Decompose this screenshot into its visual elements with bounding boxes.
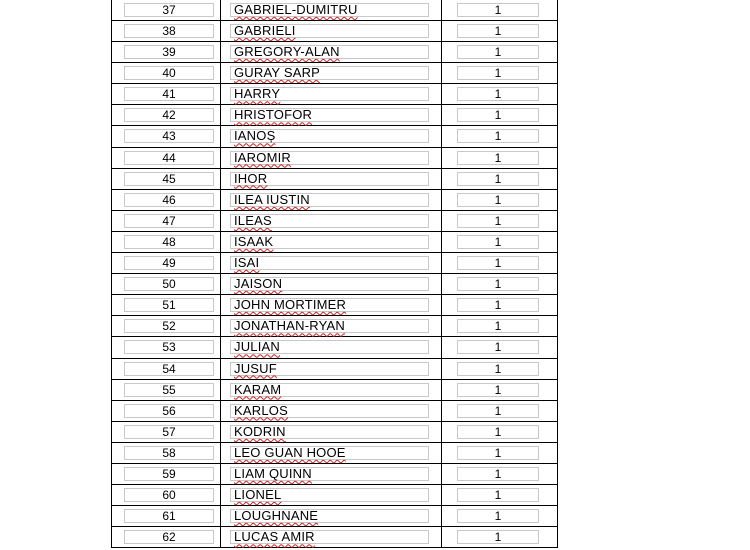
name-text: JAISON	[234, 276, 283, 292]
row-number-field[interactable]: 50	[124, 277, 214, 291]
name-text: GREGORY-ALAN	[234, 44, 340, 60]
column-divider	[220, 211, 221, 231]
table-row	[112, 380, 557, 401]
column-divider	[220, 169, 221, 189]
name-field[interactable]	[230, 488, 429, 502]
name-text: LEO GUAN HOOE	[234, 444, 346, 460]
name-field[interactable]	[230, 277, 429, 291]
names-table	[111, 0, 558, 548]
name-field[interactable]	[230, 362, 429, 376]
column-divider	[220, 232, 221, 252]
table-row	[112, 211, 557, 232]
name-text: IANOȘ	[234, 128, 276, 144]
table-row	[112, 190, 557, 211]
count-field[interactable]: 1	[457, 235, 539, 249]
column-divider	[220, 337, 221, 357]
count-field[interactable]: 1	[457, 129, 539, 143]
column-divider	[220, 274, 221, 294]
table-row	[112, 148, 557, 169]
table-row	[112, 105, 557, 126]
count-field[interactable]: 1	[457, 362, 539, 376]
row-number-field[interactable]: 59	[124, 467, 214, 481]
column-divider	[441, 232, 442, 252]
count-field[interactable]: 1	[457, 488, 539, 502]
name-field[interactable]	[230, 319, 429, 333]
column-divider	[441, 63, 442, 83]
table-row	[112, 316, 557, 337]
row-number-field[interactable]: 49	[124, 256, 214, 270]
name-text: LIAM QUINN	[234, 465, 312, 481]
name-text: ISAAK	[234, 233, 274, 249]
count-field[interactable]: 1	[457, 425, 539, 439]
name-field[interactable]	[230, 446, 429, 460]
column-divider	[220, 485, 221, 505]
name-text: KARLOS	[234, 402, 288, 418]
column-divider	[441, 359, 442, 379]
column-divider	[220, 443, 221, 463]
table-row	[112, 401, 557, 422]
row-number-field[interactable]: 42	[124, 108, 214, 122]
table-row	[112, 169, 557, 190]
count-field[interactable]: 1	[457, 193, 539, 207]
row-number-field[interactable]: 56	[124, 404, 214, 418]
column-divider	[220, 105, 221, 125]
count-field[interactable]: 1	[457, 277, 539, 291]
name-field[interactable]	[230, 214, 429, 228]
name-text: HRISTOFOR	[234, 107, 313, 123]
column-divider	[441, 148, 442, 168]
column-divider	[441, 316, 442, 336]
row-number-field[interactable]: 40	[124, 66, 214, 80]
count-field[interactable]: 1	[457, 298, 539, 312]
table-row	[112, 126, 557, 147]
row-number-field[interactable]: 46	[124, 193, 214, 207]
row-number-field[interactable]: 37	[124, 3, 214, 17]
table-row	[112, 42, 557, 63]
column-divider	[441, 337, 442, 357]
column-divider	[441, 274, 442, 294]
name-text: GABRIELI	[234, 23, 296, 38]
row-number-field[interactable]: 53	[124, 340, 214, 354]
table-row	[112, 21, 557, 42]
row-number-field[interactable]: 38	[124, 24, 214, 38]
column-divider	[441, 253, 442, 273]
name-text: JOHN MORTIMER	[234, 297, 347, 313]
name-field[interactable]	[230, 425, 429, 439]
column-divider	[441, 422, 442, 442]
column-divider	[441, 295, 442, 315]
column-divider	[220, 464, 221, 484]
name-field[interactable]	[230, 87, 429, 101]
row-number-field[interactable]: 43	[124, 129, 214, 143]
name-field[interactable]	[230, 530, 429, 544]
table-row	[112, 527, 557, 548]
column-divider	[220, 295, 221, 315]
column-divider	[441, 42, 442, 62]
name-field[interactable]	[230, 193, 429, 207]
column-divider	[441, 443, 442, 463]
name-text: IAROMIR	[234, 149, 292, 165]
row-number-field[interactable]: 58	[124, 446, 214, 460]
column-divider	[441, 0, 442, 20]
column-divider	[220, 316, 221, 336]
name-field[interactable]	[230, 108, 429, 122]
row-number-field[interactable]: 54	[124, 362, 214, 376]
name-field[interactable]	[230, 172, 429, 186]
table-row	[112, 274, 557, 295]
name-field[interactable]	[230, 298, 429, 312]
row-number-field[interactable]: 55	[124, 383, 214, 397]
column-divider	[441, 401, 442, 421]
count-field[interactable]: 1	[457, 446, 539, 460]
name-text: LIONEL	[234, 487, 282, 503]
table-row	[112, 422, 557, 443]
count-field[interactable]: 1	[457, 383, 539, 397]
column-divider	[220, 0, 221, 20]
name-field[interactable]	[230, 509, 429, 523]
table-row	[112, 253, 557, 274]
table-row	[112, 84, 557, 105]
table-row	[112, 0, 557, 21]
row-number-field[interactable]: 39	[124, 45, 214, 59]
name-field[interactable]	[230, 235, 429, 249]
table-row	[112, 295, 557, 316]
name-field[interactable]	[230, 66, 429, 80]
column-divider	[220, 42, 221, 62]
table-row	[112, 506, 557, 527]
table-row	[112, 232, 557, 253]
table-row	[112, 485, 557, 506]
name-field[interactable]	[230, 383, 429, 397]
count-field[interactable]: 1	[457, 108, 539, 122]
row-number-field[interactable]: 57	[124, 425, 214, 439]
column-divider	[220, 253, 221, 273]
count-field[interactable]: 1	[457, 530, 539, 544]
column-divider	[441, 21, 442, 41]
name-text: ILEA IUSTIN	[234, 191, 310, 207]
row-number-field[interactable]: 61	[124, 509, 214, 523]
count-field[interactable]: 1	[457, 45, 539, 59]
column-divider	[220, 148, 221, 168]
column-divider	[441, 527, 442, 547]
row-number-field[interactable]: 52	[124, 319, 214, 333]
name-field[interactable]	[230, 24, 429, 38]
count-field[interactable]: 1	[457, 256, 539, 270]
column-divider	[441, 211, 442, 231]
column-divider	[441, 380, 442, 400]
column-divider	[220, 401, 221, 421]
count-field[interactable]: 1	[457, 467, 539, 481]
name-text: JONATHAN-RYAN	[234, 318, 345, 334]
column-divider	[220, 527, 221, 547]
name-text: GABRIEL-DUMITRU	[234, 2, 358, 17]
column-divider	[220, 190, 221, 210]
name-text: GURAY SARP	[234, 65, 321, 81]
column-divider	[220, 359, 221, 379]
count-field[interactable]: 1	[457, 172, 539, 186]
name-text: ISAI	[234, 255, 260, 271]
name-text: JULIAN	[234, 339, 280, 355]
count-field[interactable]: 1	[457, 214, 539, 228]
name-text: LUCAS AMIR	[234, 529, 315, 545]
column-divider	[441, 84, 442, 104]
name-field[interactable]	[230, 3, 429, 17]
row-number-field[interactable]: 47	[124, 214, 214, 228]
count-field[interactable]: 1	[457, 404, 539, 418]
row-number-field[interactable]: 44	[124, 151, 214, 165]
name-text: LOUGHNANE	[234, 508, 319, 524]
name-field[interactable]	[230, 129, 429, 143]
row-number-field[interactable]: 60	[124, 488, 214, 502]
name-field[interactable]	[230, 340, 429, 354]
name-text: KODRIN	[234, 423, 286, 439]
column-divider	[441, 485, 442, 505]
name-field[interactable]	[230, 256, 429, 270]
column-divider	[441, 464, 442, 484]
row-number-field[interactable]: 62	[124, 530, 214, 544]
count-field[interactable]: 1	[457, 340, 539, 354]
column-divider	[220, 63, 221, 83]
name-text: IHOR	[234, 170, 268, 186]
column-divider	[441, 105, 442, 125]
name-text: ILEAS	[234, 212, 272, 228]
column-divider	[441, 506, 442, 526]
column-divider	[220, 422, 221, 442]
column-divider	[220, 380, 221, 400]
name-text: HARRY	[234, 86, 281, 102]
column-divider	[220, 126, 221, 146]
count-field[interactable]: 1	[457, 509, 539, 523]
name-field[interactable]	[230, 404, 429, 418]
table-row	[112, 443, 557, 464]
table-row	[112, 359, 557, 380]
table-row	[112, 464, 557, 485]
count-field[interactable]: 1	[457, 87, 539, 101]
column-divider	[441, 126, 442, 146]
table-row	[112, 63, 557, 84]
row-number-field[interactable]: 51	[124, 298, 214, 312]
name-text: KARAM	[234, 381, 282, 397]
row-number-field[interactable]: 48	[124, 235, 214, 249]
name-field[interactable]	[230, 151, 429, 165]
count-field[interactable]: 1	[457, 24, 539, 38]
column-divider	[220, 506, 221, 526]
count-field[interactable]: 1	[457, 319, 539, 333]
count-field[interactable]: 1	[457, 151, 539, 165]
column-divider	[220, 84, 221, 104]
count-field[interactable]: 1	[457, 3, 539, 17]
table-row	[112, 337, 557, 358]
column-divider	[220, 21, 221, 41]
row-number-field[interactable]: 41	[124, 87, 214, 101]
name-field[interactable]	[230, 467, 429, 481]
count-field[interactable]: 1	[457, 66, 539, 80]
column-divider	[441, 169, 442, 189]
column-divider	[441, 190, 442, 210]
name-text: JUSUF	[234, 360, 277, 376]
row-number-field[interactable]: 45	[124, 172, 214, 186]
name-field[interactable]	[230, 45, 429, 59]
